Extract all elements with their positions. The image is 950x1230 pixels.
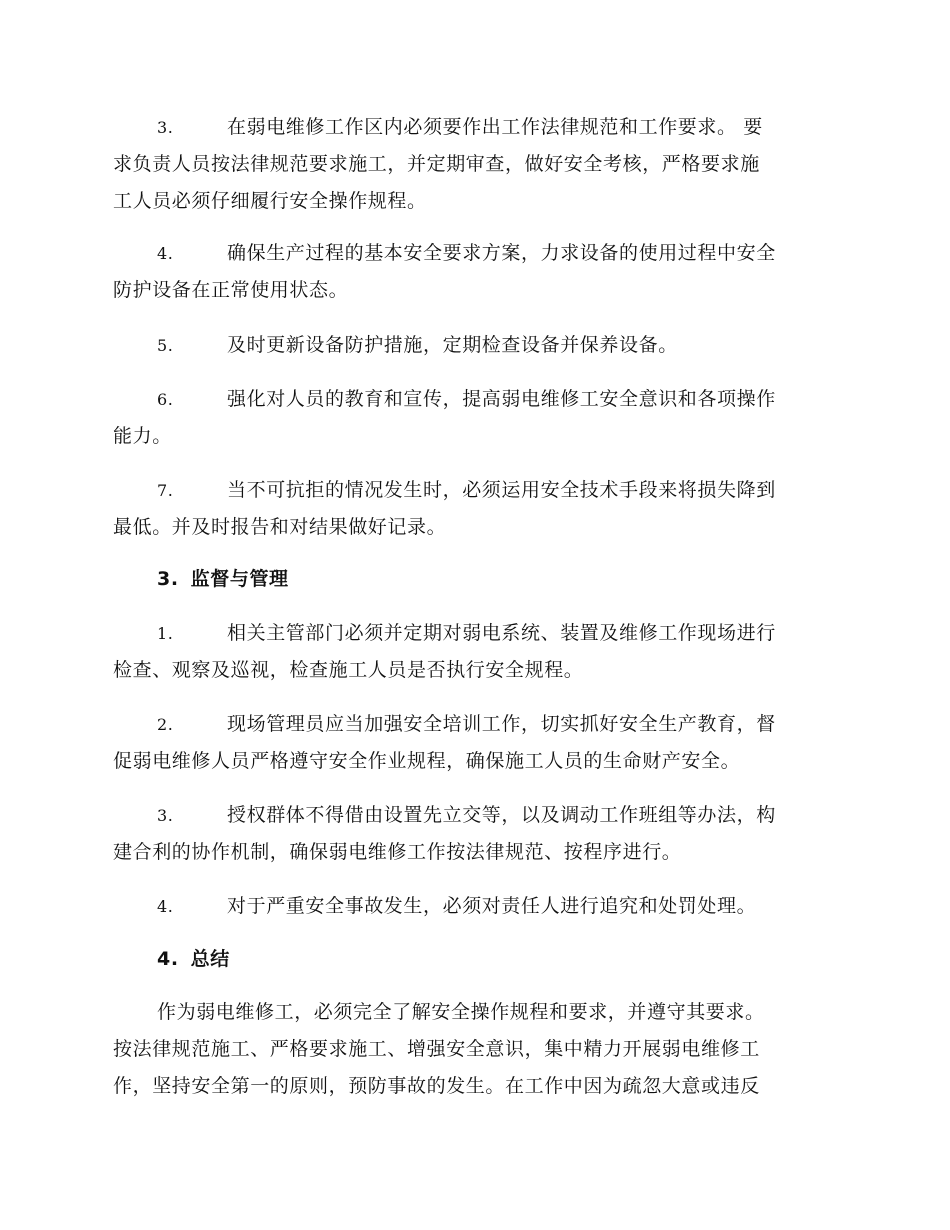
list-text-line: 求负责人员按法律规范要求施工，并定期审查，做好安全考核，严格要求施: [113, 153, 760, 175]
list-item-3b: [113, 797, 835, 871]
list-number: 3.: [157, 118, 174, 137]
list-text-line: 能力。: [113, 425, 172, 447]
list-text-line: 授权群体不得借由设置先立交等，以及调动工作班组等办法，构: [227, 804, 776, 826]
list-item-3: [113, 109, 835, 220]
list-text-line: 强化对人员的教育和宣传，提高弱电维修工安全意识和各项操作: [227, 388, 776, 410]
section-number: 3.: [157, 568, 179, 590]
list-text-line: 当不可抗拒的情况发生时，必须运用安全技术手段来将损失降到: [227, 479, 776, 501]
list-number: 6.: [157, 390, 174, 409]
list-text-line: 最低。并及时报告和对结果做好记录。: [113, 516, 447, 538]
list-text-line: 防护设备在正常使用状态。: [113, 279, 349, 301]
paragraph-line: 作，坚持安全第一的原则，预防事故的发生。在工作中因为疏忽大意或违反: [113, 1075, 760, 1097]
paragraph-line: 按法律规范施工、严格要求施工、增强安全意识，集中精力开展弱电维修工: [113, 1038, 760, 1060]
list-number: 4.: [157, 897, 174, 916]
list-item-2: [113, 706, 835, 780]
section-title: 总结: [190, 948, 230, 970]
list-item-1: [113, 615, 835, 689]
list-item-4: [113, 235, 835, 309]
list-number: 1.: [157, 624, 174, 643]
list-number: 3.: [157, 806, 174, 825]
list-text-line: 检查、观察及巡视，检查施工人员是否执行安全规程。: [113, 659, 584, 681]
list-text-line: 相关主管部门必须并定期对弱电系统、装置及维修工作现场进行: [227, 622, 776, 644]
list-text-line: 对于严重安全事故发生，必须对责任人进行追究和处罚处理。: [227, 895, 757, 917]
list-item-4b: [113, 888, 835, 925]
summary-paragraph: [113, 994, 835, 1105]
list-item-5: [113, 327, 835, 364]
list-number: 2.: [157, 715, 174, 734]
list-text-line: 在弱电维修工作区内必须要作出工作法律规范和工作要求。 要: [227, 116, 763, 138]
section-heading-3: [157, 561, 289, 598]
list-text-line: 现场管理员应当加强安全培训工作，切实抓好安全生产教育，督: [227, 713, 776, 735]
section-heading-4: [157, 941, 230, 978]
list-text-line: 促弱电维修人员严格遵守安全作业规程，确保施工人员的生命财产安全。: [113, 750, 741, 772]
section-title: 监督与管理: [190, 568, 289, 590]
paragraph-line: 作为弱电维修工，必须完全了解安全操作规程和要求，并遵守其要求。: [157, 1001, 765, 1023]
list-item-7: [113, 472, 835, 546]
list-item-6: [113, 381, 835, 455]
list-number: 4.: [157, 244, 174, 263]
list-text-line: 及时更新设备防护措施，定期检查设备并保养设备。: [227, 334, 678, 356]
list-text-line: 工人员必须仔细履行安全操作规程。: [113, 190, 427, 212]
list-text-line: 建合利的协作机制，确保弱电维修工作按法律规范、按程序进行。: [113, 841, 682, 863]
list-number: 5.: [157, 336, 174, 355]
list-text-line: 确保生产过程的基本安全要求方案，力求设备的使用过程中安全: [227, 242, 776, 264]
section-number: 4.: [157, 948, 179, 970]
list-number: 7.: [157, 481, 174, 500]
